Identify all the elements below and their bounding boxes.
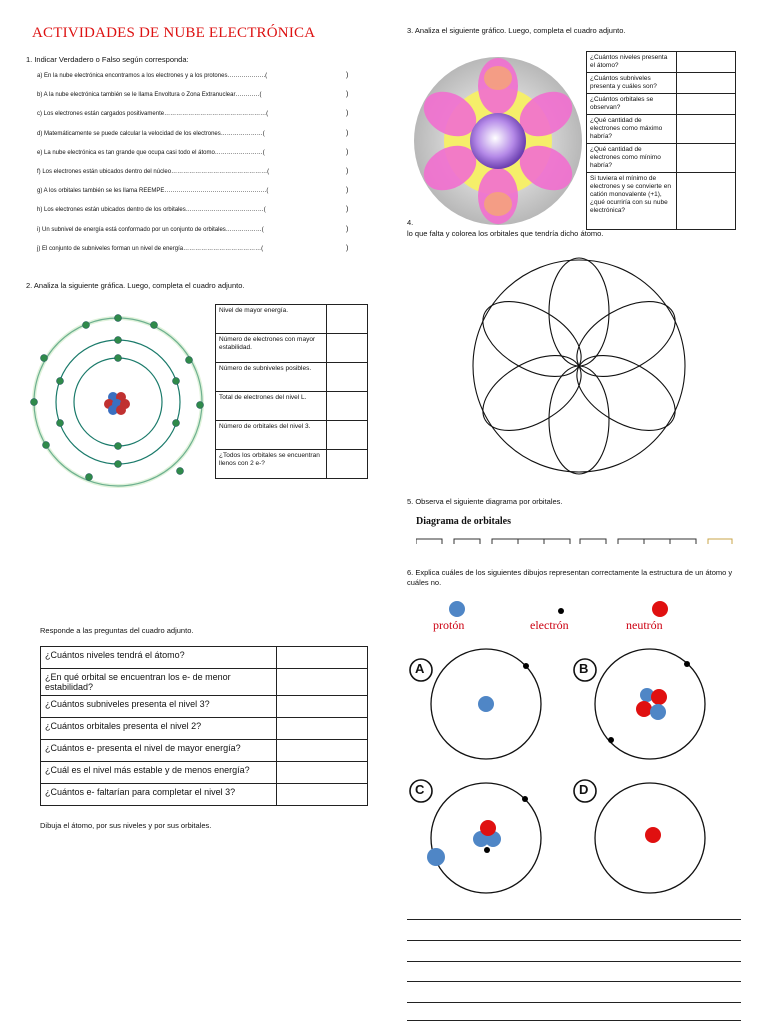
table-row	[216, 450, 368, 479]
answer-cell[interactable]	[327, 450, 368, 479]
model-c-label: C	[415, 782, 425, 797]
page-title: ACTIVIDADES DE NUBE ELECTRÓNICA	[32, 25, 316, 41]
true-false-answer[interactable]: )	[346, 72, 349, 79]
answer-line[interactable]	[407, 940, 741, 941]
table-row	[41, 696, 368, 718]
question-cell: ¿Cuántos e- faltarían para completar el nivel 3?	[41, 784, 277, 806]
q4-prompt: lo que falta y colorea los orbitales que tendría dicho átomo.	[407, 229, 604, 238]
answer-cell[interactable]	[277, 784, 368, 806]
question-cell: ¿Cuántos e- presenta el nivel de mayor energía?	[41, 740, 277, 762]
model-b-label: B	[579, 661, 589, 676]
q1-statement: c) Los electrones están cargados positivamente……………………………………………(	[37, 111, 269, 118]
q7-footer: Dibuja el átomo, por sus niveles y por sus orbitales.	[40, 821, 212, 830]
table-row	[587, 173, 736, 230]
bohr-atom-diagram	[24, 305, 214, 495]
table-row	[216, 421, 368, 450]
answer-cell[interactable]	[277, 647, 368, 669]
table-row	[587, 52, 736, 73]
atom-models-figure	[405, 645, 745, 900]
q3-table	[586, 51, 736, 230]
question-cell: ¿Cuántos subniveles presenta y cuáles son?	[587, 73, 677, 94]
answer-cell[interactable]	[677, 94, 736, 115]
q5-prompt: 5. Observa el siguiente diagrama por orbitales.	[407, 497, 563, 506]
proton-legend-icon	[448, 600, 466, 618]
model-d-label: D	[579, 782, 589, 797]
table-row	[587, 144, 736, 173]
answer-cell[interactable]	[327, 334, 368, 363]
true-false-answer[interactable]: )	[346, 91, 349, 99]
answer-line[interactable]	[407, 919, 741, 920]
answer-cell[interactable]	[327, 363, 368, 392]
answer-cell[interactable]	[327, 421, 368, 450]
table-row	[216, 392, 368, 421]
question-cell: ¿Cuál es el nivel más estable y de menos energía?	[41, 762, 277, 784]
q2-table	[215, 304, 368, 479]
answer-cell[interactable]	[277, 718, 368, 740]
answer-cell[interactable]	[277, 740, 368, 762]
table-row	[41, 669, 368, 696]
table-row	[587, 115, 736, 144]
question-cell: ¿Cuántos niveles tendrá el átomo?	[41, 647, 277, 669]
answer-cell[interactable]	[327, 392, 368, 421]
answer-cell[interactable]	[677, 52, 736, 73]
answer-cell[interactable]	[677, 73, 736, 94]
question-cell: ¿Qué cantidad de electrones como máximo habría?	[587, 115, 677, 144]
orbital-diagram-title: Diagrama de orbitales	[416, 516, 511, 527]
table-row	[216, 334, 368, 363]
question-cell: Número de subniveles posibles.	[216, 363, 327, 392]
question-cell: ¿Cuántos orbitales presenta el nivel 2?	[41, 718, 277, 740]
q1-statement: i) Un subnivel de energía está conformado por un conjunto de orbitales………………(	[37, 226, 264, 233]
q1-statement: j) El conjunto de subniveles forman un nivel de energía…………………………………(	[37, 245, 264, 252]
answer-line[interactable]	[407, 981, 741, 982]
table-row	[41, 647, 368, 669]
true-false-answer[interactable]: )	[346, 244, 349, 252]
q7-table	[40, 646, 368, 806]
q1-statement: d) Matemáticamente se puede calcular la velocidad de los electrones…………………(	[37, 130, 265, 137]
question-cell: ¿En qué orbital se encuentran los e- de menor estabilidad?	[41, 669, 277, 696]
answer-cell[interactable]	[277, 696, 368, 718]
table-row	[41, 740, 368, 762]
q3-prompt: 3. Analiza el siguiente gráfico. Luego, completa el cuadro adjunto.	[407, 26, 626, 35]
q1-statement: b) A la nube electrónica también se le llama Envoltura o Zona Extranuclear…………(	[37, 92, 262, 99]
question-cell: Número de electrones con mayor estabilidad.	[216, 334, 327, 363]
question-cell: ¿Qué cantidad de electrones como mínimo habría?	[587, 144, 677, 173]
legend-electron: electrón	[530, 618, 569, 632]
answer-cell[interactable]	[327, 305, 368, 334]
q1-statement: f) Los electrones están ubicados dentro del núcleo…………………………………………(	[37, 169, 270, 175]
true-false-answer[interactable]: )	[346, 168, 349, 175]
question-cell: Número de orbitales del nivel 3.	[216, 421, 327, 450]
q1-statement: e) La nube electrónica es tan grande que ocupa casi todo el átomo……………………(	[37, 149, 265, 156]
answer-line[interactable]	[407, 961, 741, 962]
true-false-answer[interactable]: )	[346, 110, 349, 118]
true-false-answer[interactable]: )	[346, 129, 349, 137]
legend-neutron: neutrón	[626, 618, 663, 632]
q2-prompt: 2. Analiza la siguiente gráfica. Luego, completa el cuadro adjunto.	[26, 281, 245, 290]
answer-cell[interactable]	[677, 144, 736, 173]
q1-statement: g) A los orbitales también se les llama REEMPE……………………………………………(	[37, 188, 269, 195]
legend-proton: protón	[433, 618, 465, 632]
question-cell: ¿Cuántos subniveles presenta el nivel 3?	[41, 696, 277, 718]
question-cell: Total de electrones del nivel L.	[216, 392, 327, 421]
model-a-label: A	[415, 661, 425, 676]
orbital-boxes	[416, 536, 736, 544]
orbital-flower-diagram	[413, 56, 583, 226]
question-cell: ¿Cuántos orbitales se observan?	[587, 94, 677, 115]
true-false-answer[interactable]: )	[346, 187, 349, 195]
q4-number: 4.	[407, 218, 414, 227]
q7-prompt: Responde a las preguntas del cuadro adjunto.	[40, 626, 194, 635]
question-cell: ¿Todos los orbitales se encuentran llenos con 2 e-?	[216, 450, 327, 479]
true-false-answer[interactable]: )	[346, 225, 349, 233]
orbital-outline-diagram	[470, 257, 688, 475]
q1-statement: a) En la nube electrónica encontramos a los electrones y a los protones……………….(	[37, 73, 268, 79]
q1-statement: h) Los electrones están ubicados dentro de los orbitales…………………………………(	[37, 207, 266, 214]
table-row	[216, 363, 368, 392]
answer-cell[interactable]	[277, 669, 368, 696]
table-row	[41, 718, 368, 740]
q6-prompt: 6. Explica cuáles de los siguientes dibujos representan correctamente la estructura de un átomo y cuáles no.	[407, 568, 733, 587]
question-cell: Nivel de mayor energía.	[216, 305, 327, 334]
true-false-answer[interactable]: )	[346, 148, 349, 156]
question-cell: Si tuviera el mínimo de electrones y se convierte en catión monovalente (+1), ¿qué ocurriría con su nube electrónica?	[587, 173, 677, 230]
answer-cell[interactable]	[277, 762, 368, 784]
q1-prompt: 1. Indicar Verdadero o Falso según corresponda:	[26, 55, 189, 64]
answer-line[interactable]	[407, 1002, 741, 1003]
answer-cell[interactable]	[677, 115, 736, 144]
answer-line[interactable]	[407, 1020, 741, 1021]
true-false-answer[interactable]: )	[346, 206, 349, 214]
table-row	[216, 305, 368, 334]
table-row	[587, 73, 736, 94]
question-cell: ¿Cuántos niveles presenta el átomo?	[587, 52, 677, 73]
nucleus	[104, 392, 130, 415]
electron-legend-icon	[557, 607, 565, 615]
table-row	[41, 784, 368, 806]
neutron-legend-icon	[651, 600, 669, 618]
answer-cell[interactable]	[677, 173, 736, 230]
table-row	[41, 762, 368, 784]
table-row	[587, 94, 736, 115]
